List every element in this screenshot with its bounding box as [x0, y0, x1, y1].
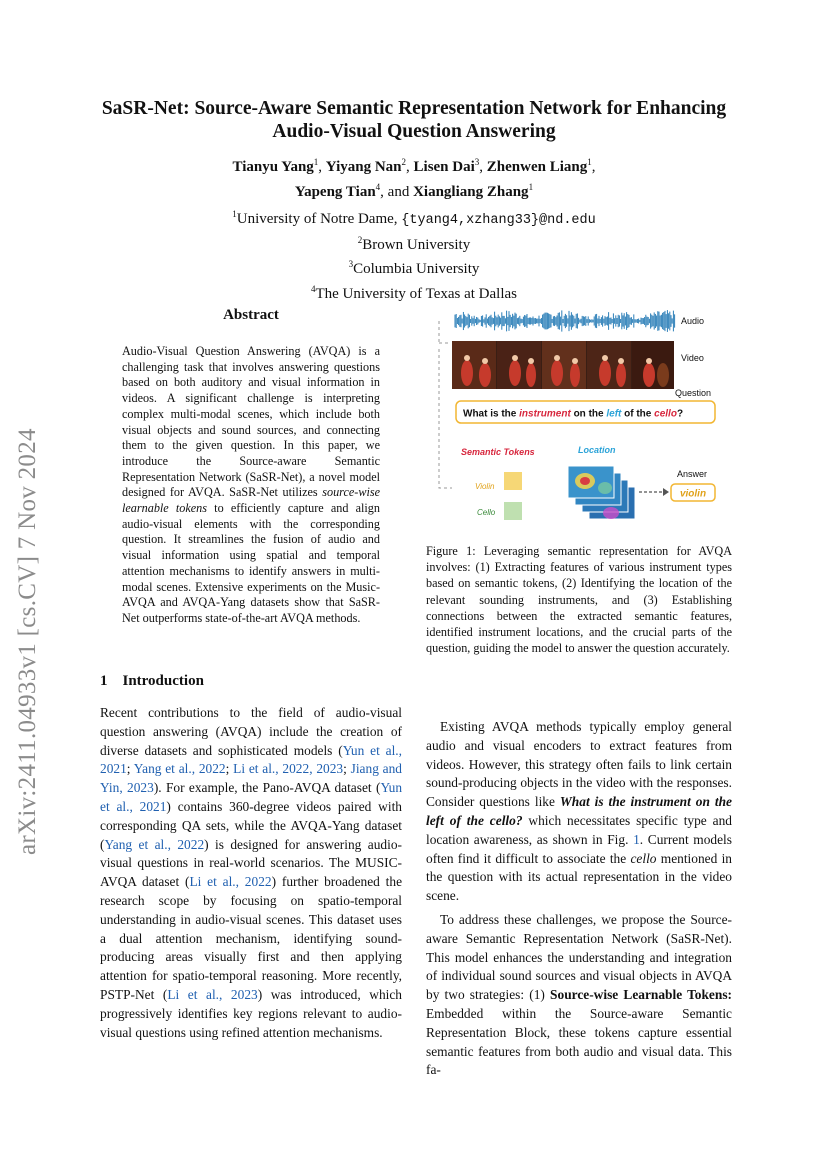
abstract-heading: Abstract: [223, 307, 279, 323]
section-number: 1: [100, 673, 108, 689]
introduction-paragraph: Recent contributions to the field of audio-visual question answering (AVQA) include the creation of diverse datasets and sophisticated models (Yun et al., 2021; Yang et al., 2022; Li et al., 2022, 2023; Jiang and Yin, 2023). For example, the Pano-AVQA dataset (Yun et al., 2021) contains 360-degree videos paired with corresponding QA sets, while the AVQA-Yang dataset (Yang et al., 2022) is designed for answering audio-visual questions in real-world scenarios. The MUSIC-AVQA dataset (Li et al., 2022) further broadened the research scope by focusing on spatio-temporal understanding in audio-visual scenes. This dataset uses a dual attention mechanism, identifying sound-producing areas visually first and then applying attention for spatio-temporal reasoning. More recently, PSTP-Net (Li et al., 2023) was introduced, which progressively identifies key regions relevant to audio-visual questions using refined attention mechanisms.: [100, 705, 403, 1040]
video-label: Video: [681, 353, 704, 363]
citation-link[interactable]: Li et al., 2022: [189, 874, 272, 890]
dashed-connector: [439, 321, 452, 488]
cello-token: [504, 502, 522, 520]
audio-label: Audio: [681, 316, 705, 326]
abstract-body: Audio-Visual Question Answering (AVQA) is a challenging task that involves answering questions based on both auditory and visual information in videos. A significant challenge is interpreting complex multi-modal scenes, which include both visual objects and sound sources, and connecting them to the given question. In this paper, we introduce the Source-aware Semantic Representation Network (SaSR-Net), a novel model designed for AVQA. SaSR-Net utilizes source-wise learnable tokens to efficiently capture and align audio-visual elements with the corresponding question. It streamlines the fusion of audio and visual information using spatial and temporal attention mechanisms to identify answers in multi-modal scenes. Extensive experiments on the Music-AVQA and AVQA-Yang datasets show that SaSR-Net outperforms state-of-the-art AVQA methods.: [122, 344, 380, 625]
figure-reference-link[interactable]: 1: [633, 831, 640, 847]
author-name: Xiangliang Zhang: [413, 184, 529, 200]
author-name: Zhenwen Liang: [486, 159, 588, 175]
figure-1: [427, 303, 731, 535]
location-heatmaps: [568, 466, 635, 519]
citation-link[interactable]: Li et al., 2022, 2023: [233, 761, 344, 777]
author-line-2: [60, 177, 768, 202]
author-name: Yapeng Tian: [294, 184, 376, 200]
paper-title: [60, 97, 768, 143]
section-title: Introduction: [122, 673, 204, 689]
figure-1-caption: Figure 1: Leveraging semantic representation for AVQA involves: (1) Extracting features of various instrument types based on semantic tokens, (2) Identifying the location of the relevant sounding instruments, and (3) Establishing connections between the extracted semantic features, identified instrument locations, and the crucial parts of the question, guiding the model to answer the question accurately.: [426, 544, 732, 656]
affiliation: $^1$University of Notre Dame, {tyang4,xzhang33}@nd.edu: [232, 209, 596, 228]
affiliation: $^4$The University of Texas at Dallas: [310, 283, 518, 302]
author-sup: 4: [375, 182, 381, 192]
author-sup: 1: [528, 182, 534, 192]
affiliation-list: [60, 205, 768, 304]
author-sup: 1: [587, 157, 592, 167]
strategy-heading: Source-wise Learnable Tokens:: [550, 987, 732, 1003]
citation-link[interactable]: Yun et al., 2021: [100, 742, 403, 777]
paragraph: Existing AVQA methods typically employ general audio and visual encoders to extract features from videos. However, this strategy often fails to link certain sound-producing objects in the video with the responses. Consider questions like What is the instrument on the left of the cello? which necessitates specific type and location awareness, as shown in Fig. 1. Current models often find it difficult to associate the cello mentioned in the question with its actual representation in the video scene.: [426, 719, 733, 904]
title-line-2: Audio-Visual Question Answering: [272, 121, 556, 142]
token-cello-label: Cello: [477, 508, 496, 517]
author-name: Yiyang Nan: [325, 159, 402, 175]
email: {tyang4,xzhang33}@nd.edu: [401, 213, 596, 228]
example-question: What is the instrument on the left of the cello?: [426, 794, 733, 828]
affiliation: $^2$Brown University: [357, 234, 471, 253]
question-text: What is the instrument on the left of the cello?: [463, 408, 684, 420]
arxiv-stamp: arXiv:2411.04933v1 [cs.CV] 7 Nov 2024: [14, 428, 41, 855]
location-label: Location: [578, 445, 616, 455]
video-frames: [452, 341, 674, 389]
section-heading-introduction: [100, 673, 204, 690]
semantic-tokens-label: Semantic Tokens: [461, 447, 535, 457]
citation-link[interactable]: Yang et al., 2022: [104, 836, 205, 852]
citation-link[interactable]: Yun et al., 2021: [100, 780, 403, 814]
author-conjunction: , and: [380, 184, 414, 200]
author-list: [60, 152, 768, 202]
token-violin-label: Violin: [475, 482, 495, 491]
author-line-1: Tianyu Yang$^1$, Yiyang Nan$^2$, Lisen Dai$^3$, Zhenwen Liang$^1$,: [232, 157, 596, 175]
paragraph: To address these challenges, we propose the Source-aware Semantic Representation Network (SaSR-Net). This model enhances the understanding and integration of individual sound sources and visual objects in AVQA by two strategies: (1) Source-wise Learnable Tokens: Embedded within the Source-aware Semantic Representation Block, these tokens capture essential semantic features from both audio and visual data. This fa-: [426, 912, 732, 1078]
citation-link[interactable]: Jiang and Yin, 2023: [100, 761, 403, 796]
title-line-1: SaSR-Net: Source-Aware Semantic Representation Network for Enhancing: [101, 98, 727, 119]
affiliation: $^3$Columbia University: [348, 259, 480, 277]
author-name: Lisen Dai: [413, 159, 475, 175]
author-sup: 3: [474, 157, 480, 167]
answer-text: violin: [679, 488, 707, 500]
citation-link[interactable]: Li et al., 2023: [167, 986, 258, 1002]
author-name: Tianyu Yang: [232, 159, 314, 175]
question-label: Question: [675, 388, 712, 398]
audio-waveform: [455, 310, 675, 332]
answer-label: Answer: [677, 469, 708, 479]
citation-link[interactable]: Yang et al., 2022: [133, 761, 226, 777]
abstract-emphasis: source-wise learnable tokens: [122, 485, 380, 516]
violin-token: [504, 472, 522, 490]
author-sup: 2: [401, 157, 407, 167]
author-sup: 1: [313, 157, 319, 167]
